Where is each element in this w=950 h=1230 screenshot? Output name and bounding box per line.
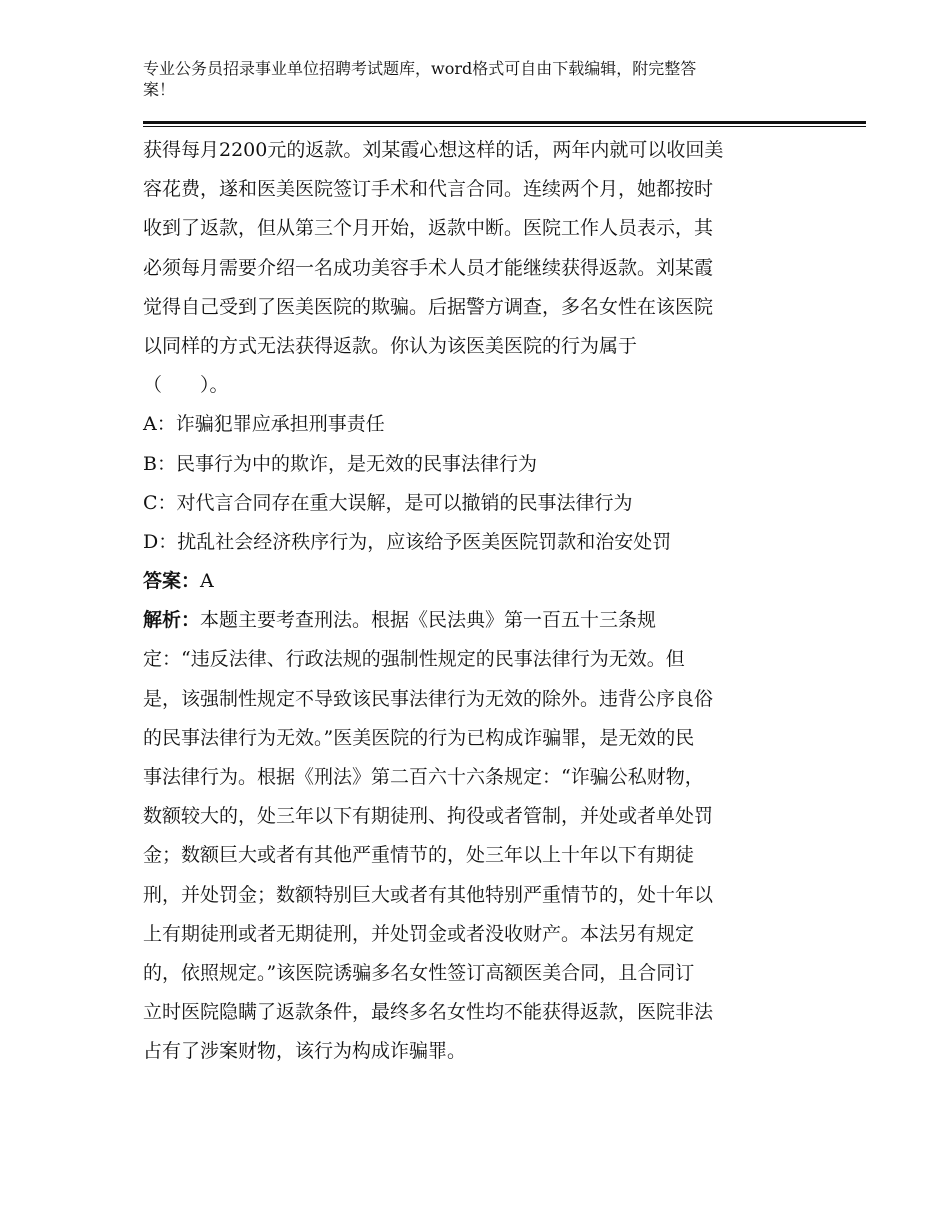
analysis-line: 定：“违反法律、行政法规的强制性规定的民事法律行为无效。但 bbox=[143, 648, 685, 671]
analysis-line: 数额较大的，处三年以下有期徒刑、拘役或者管制，并处或者单处罚 bbox=[143, 805, 714, 828]
header-rule-thick bbox=[143, 121, 866, 124]
document-body bbox=[143, 131, 823, 1072]
analysis-label: 解析： bbox=[143, 609, 201, 632]
analysis-line: 事法律行为。根据《刑法》第二百六十六条规定：“诈骗公私财物， bbox=[143, 766, 704, 788]
question-line: 容花费，遂和医美医院签订手术和代言合同。连续两个月，她都按时 bbox=[143, 178, 714, 201]
option-c: C：对代言合同存在重大误解，是可以撤销的民事法律行为 bbox=[143, 491, 633, 514]
question-line: 觉得自己受到了医美医院的欺骗。后据警方调查，多名女性在该医院 bbox=[143, 295, 714, 318]
analysis-line: 是，该强制性规定不导致该民事法律行为无效的除外。违背公序良俗 bbox=[143, 687, 714, 710]
answer-line bbox=[143, 562, 823, 601]
question-line: 以同样的方式无法获得返款。你认为该医美医院的行为属于 bbox=[143, 334, 638, 357]
option-a: A：诈骗犯罪应承担刑事责任 bbox=[143, 413, 385, 436]
option-b: B：民事行为中的欺诈，是无效的民事法律行为 bbox=[143, 452, 537, 475]
analysis-text: 本题主要考查刑法。根据《民法典》第一百五十三条规 bbox=[200, 609, 657, 632]
header-rule-thin bbox=[143, 126, 866, 127]
question-line: 必须每月需要介绍一名成功美容手术人员才能继续获得返款。刘某霞 bbox=[143, 256, 714, 279]
analysis-line: 占有了涉案财物，该行为构成诈骗罪。 bbox=[143, 1040, 467, 1063]
question-blank: （ ）。 bbox=[143, 374, 229, 397]
analysis-line: 上有期徒刑或者无期徒刑，并处罚金或者没收财产。本法另有规定 bbox=[143, 922, 695, 945]
question-line: 收到了返款，但从第三个月开始，返款中断。医院工作人员表示，其 bbox=[143, 217, 714, 240]
header-line: 专业公务员招录事业单位招聘考试题库，word格式可自由下载编辑，附完整答 bbox=[143, 59, 697, 78]
answer-label: 答案： bbox=[143, 570, 201, 593]
header-line: 案！ bbox=[143, 80, 176, 99]
analysis-first-line bbox=[143, 601, 823, 640]
question-line: 获得每月2200元的返款。刘某霞心想这样的话，两年内就可以收回美 bbox=[143, 139, 724, 161]
analysis-line: 立时医院隐瞒了返款条件，最终多名女性均不能获得返款，医院非法 bbox=[143, 1001, 714, 1024]
analysis-line: 金；数额巨大或者有其他严重情节的，处三年以上十年以下有期徒 bbox=[143, 844, 695, 867]
option-d: D：扰乱社会经济秩序行为，应该给予医美医院罚款和治安处罚 bbox=[143, 530, 672, 553]
answer-value: A bbox=[200, 570, 214, 593]
analysis-line: 的，依照规定。”该医院诱骗多名女性签订高额医美合同，且合同订 bbox=[143, 961, 695, 984]
page-header bbox=[143, 58, 803, 100]
analysis-line: 刑，并处罚金；数额特别巨大或者有其他特别严重情节的，处十年以 bbox=[143, 883, 714, 906]
analysis-line: 的民事法律行为无效。”医美医院的行为已构成诈骗罪，是无效的民 bbox=[143, 726, 695, 749]
